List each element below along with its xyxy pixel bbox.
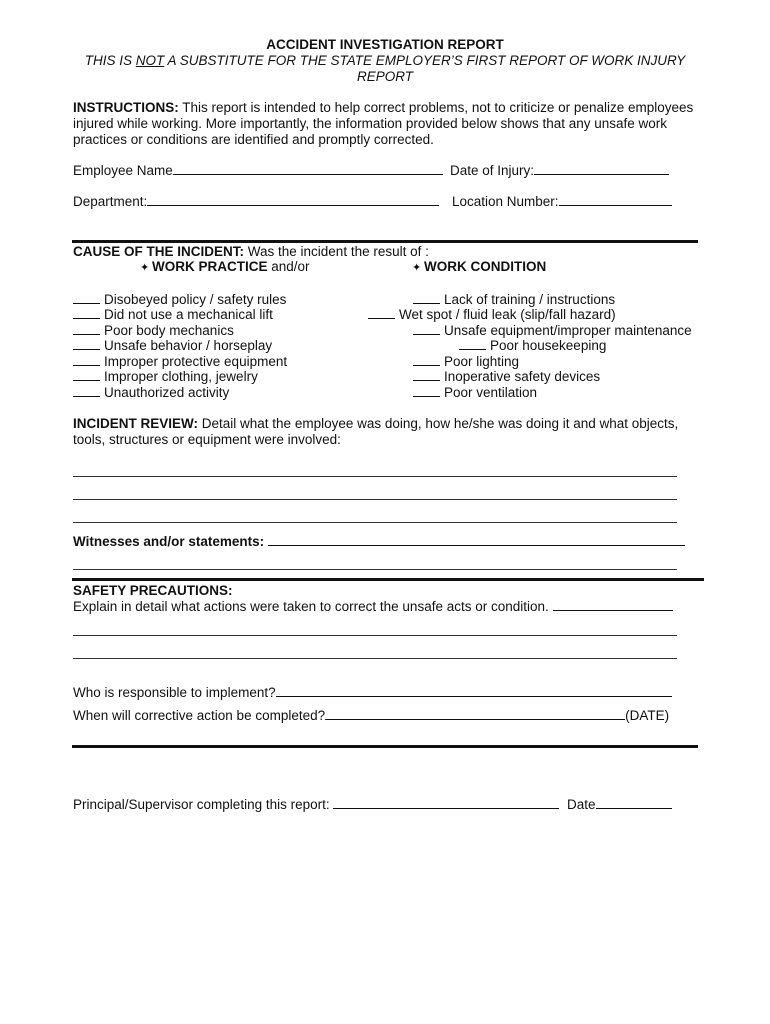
date-of-injury-field[interactable]: Date of Injury: — [450, 162, 669, 178]
instructions: INSTRUCTIONS: This report is intended to help correct problems, not to criticize or penalize employees injured while working. More importantly, the information provided below shows that any unsafe work practices or conditions are identified and promptly corrected. — [73, 100, 694, 147]
practice-item[interactable]: Did not use a mechanical lift — [73, 307, 273, 322]
safety-explain-field[interactable]: Explain in detail what actions were taken to correct the unsafe acts or condition. — [73, 598, 673, 614]
witnesses-field[interactable]: Witnesses and/or statements: — [73, 533, 685, 549]
condition-item[interactable]: Wet spot / fluid leak (slip/fall hazard) — [368, 307, 616, 322]
section-divider — [72, 578, 704, 581]
review-line[interactable] — [73, 499, 677, 500]
practice-item[interactable]: Unsafe behavior / horseplay — [73, 338, 272, 353]
practice-item[interactable]: Poor body mechanics — [73, 323, 234, 338]
apple-icon: ✦ — [412, 262, 422, 274]
safety-line[interactable] — [73, 635, 677, 636]
report-date-field[interactable]: Date — [567, 796, 672, 812]
location-number-field[interactable]: Location Number: — [452, 193, 672, 209]
practice-item[interactable]: Improper protective equipment — [73, 354, 287, 369]
report-title: ACCIDENT INVESTIGATION REPORT — [266, 37, 504, 52]
condition-item[interactable]: Inoperative safety devices — [413, 369, 600, 384]
report-subtitle-line2: REPORT — [356, 69, 413, 84]
report-subtitle: THIS IS NOT A SUBSTITUTE FOR THE STATE EMPLOYER’S FIRST REPORT OF WORK INJURY — [84, 53, 686, 68]
supervisor-field[interactable]: Principal/Supervisor completing this report: — [73, 796, 559, 812]
practice-item[interactable]: Unauthorized activity — [73, 385, 229, 400]
incident-review: INCIDENT REVIEW: Detail what the employee was doing, how he/she was doing it and what objects, tools, structures or equipment were involved: — [73, 416, 679, 447]
condition-item[interactable]: Unsafe equipment/improper maintenance — [413, 323, 692, 338]
safety-heading: SAFETY PRECAUTIONS: — [73, 583, 233, 598]
responsible-field[interactable]: Who is responsible to implement? — [73, 684, 672, 700]
safety-line[interactable] — [73, 658, 677, 659]
review-line[interactable] — [73, 522, 677, 523]
condition-item[interactable]: Poor housekeeping — [459, 338, 606, 353]
condition-item[interactable]: Lack of training / instructions — [413, 292, 615, 307]
apple-icon: ✦ — [140, 262, 150, 274]
practice-item[interactable]: Improper clothing, jewelry — [73, 369, 258, 384]
condition-item[interactable]: Poor ventilation — [413, 385, 537, 400]
work-practice-heading: ✦ WORK PRACTICE and/or — [140, 259, 310, 274]
section-divider — [72, 745, 698, 748]
completion-date-field[interactable]: When will corrective action be completed? (DATE) — [73, 708, 670, 723]
employee-name-field[interactable]: Employee Name — [73, 162, 443, 178]
practice-item[interactable]: Disobeyed policy / safety rules — [73, 292, 286, 307]
section-divider — [72, 240, 698, 243]
review-line[interactable] — [73, 476, 677, 477]
work-condition-heading: ✦ WORK CONDITION — [412, 259, 547, 274]
witnesses-line[interactable] — [73, 569, 677, 570]
condition-item[interactable]: Poor lighting — [413, 354, 519, 369]
department-field[interactable]: Department: — [73, 193, 439, 209]
cause-heading: CAUSE OF THE INCIDENT: Was the incident the result of : — [73, 244, 429, 259]
